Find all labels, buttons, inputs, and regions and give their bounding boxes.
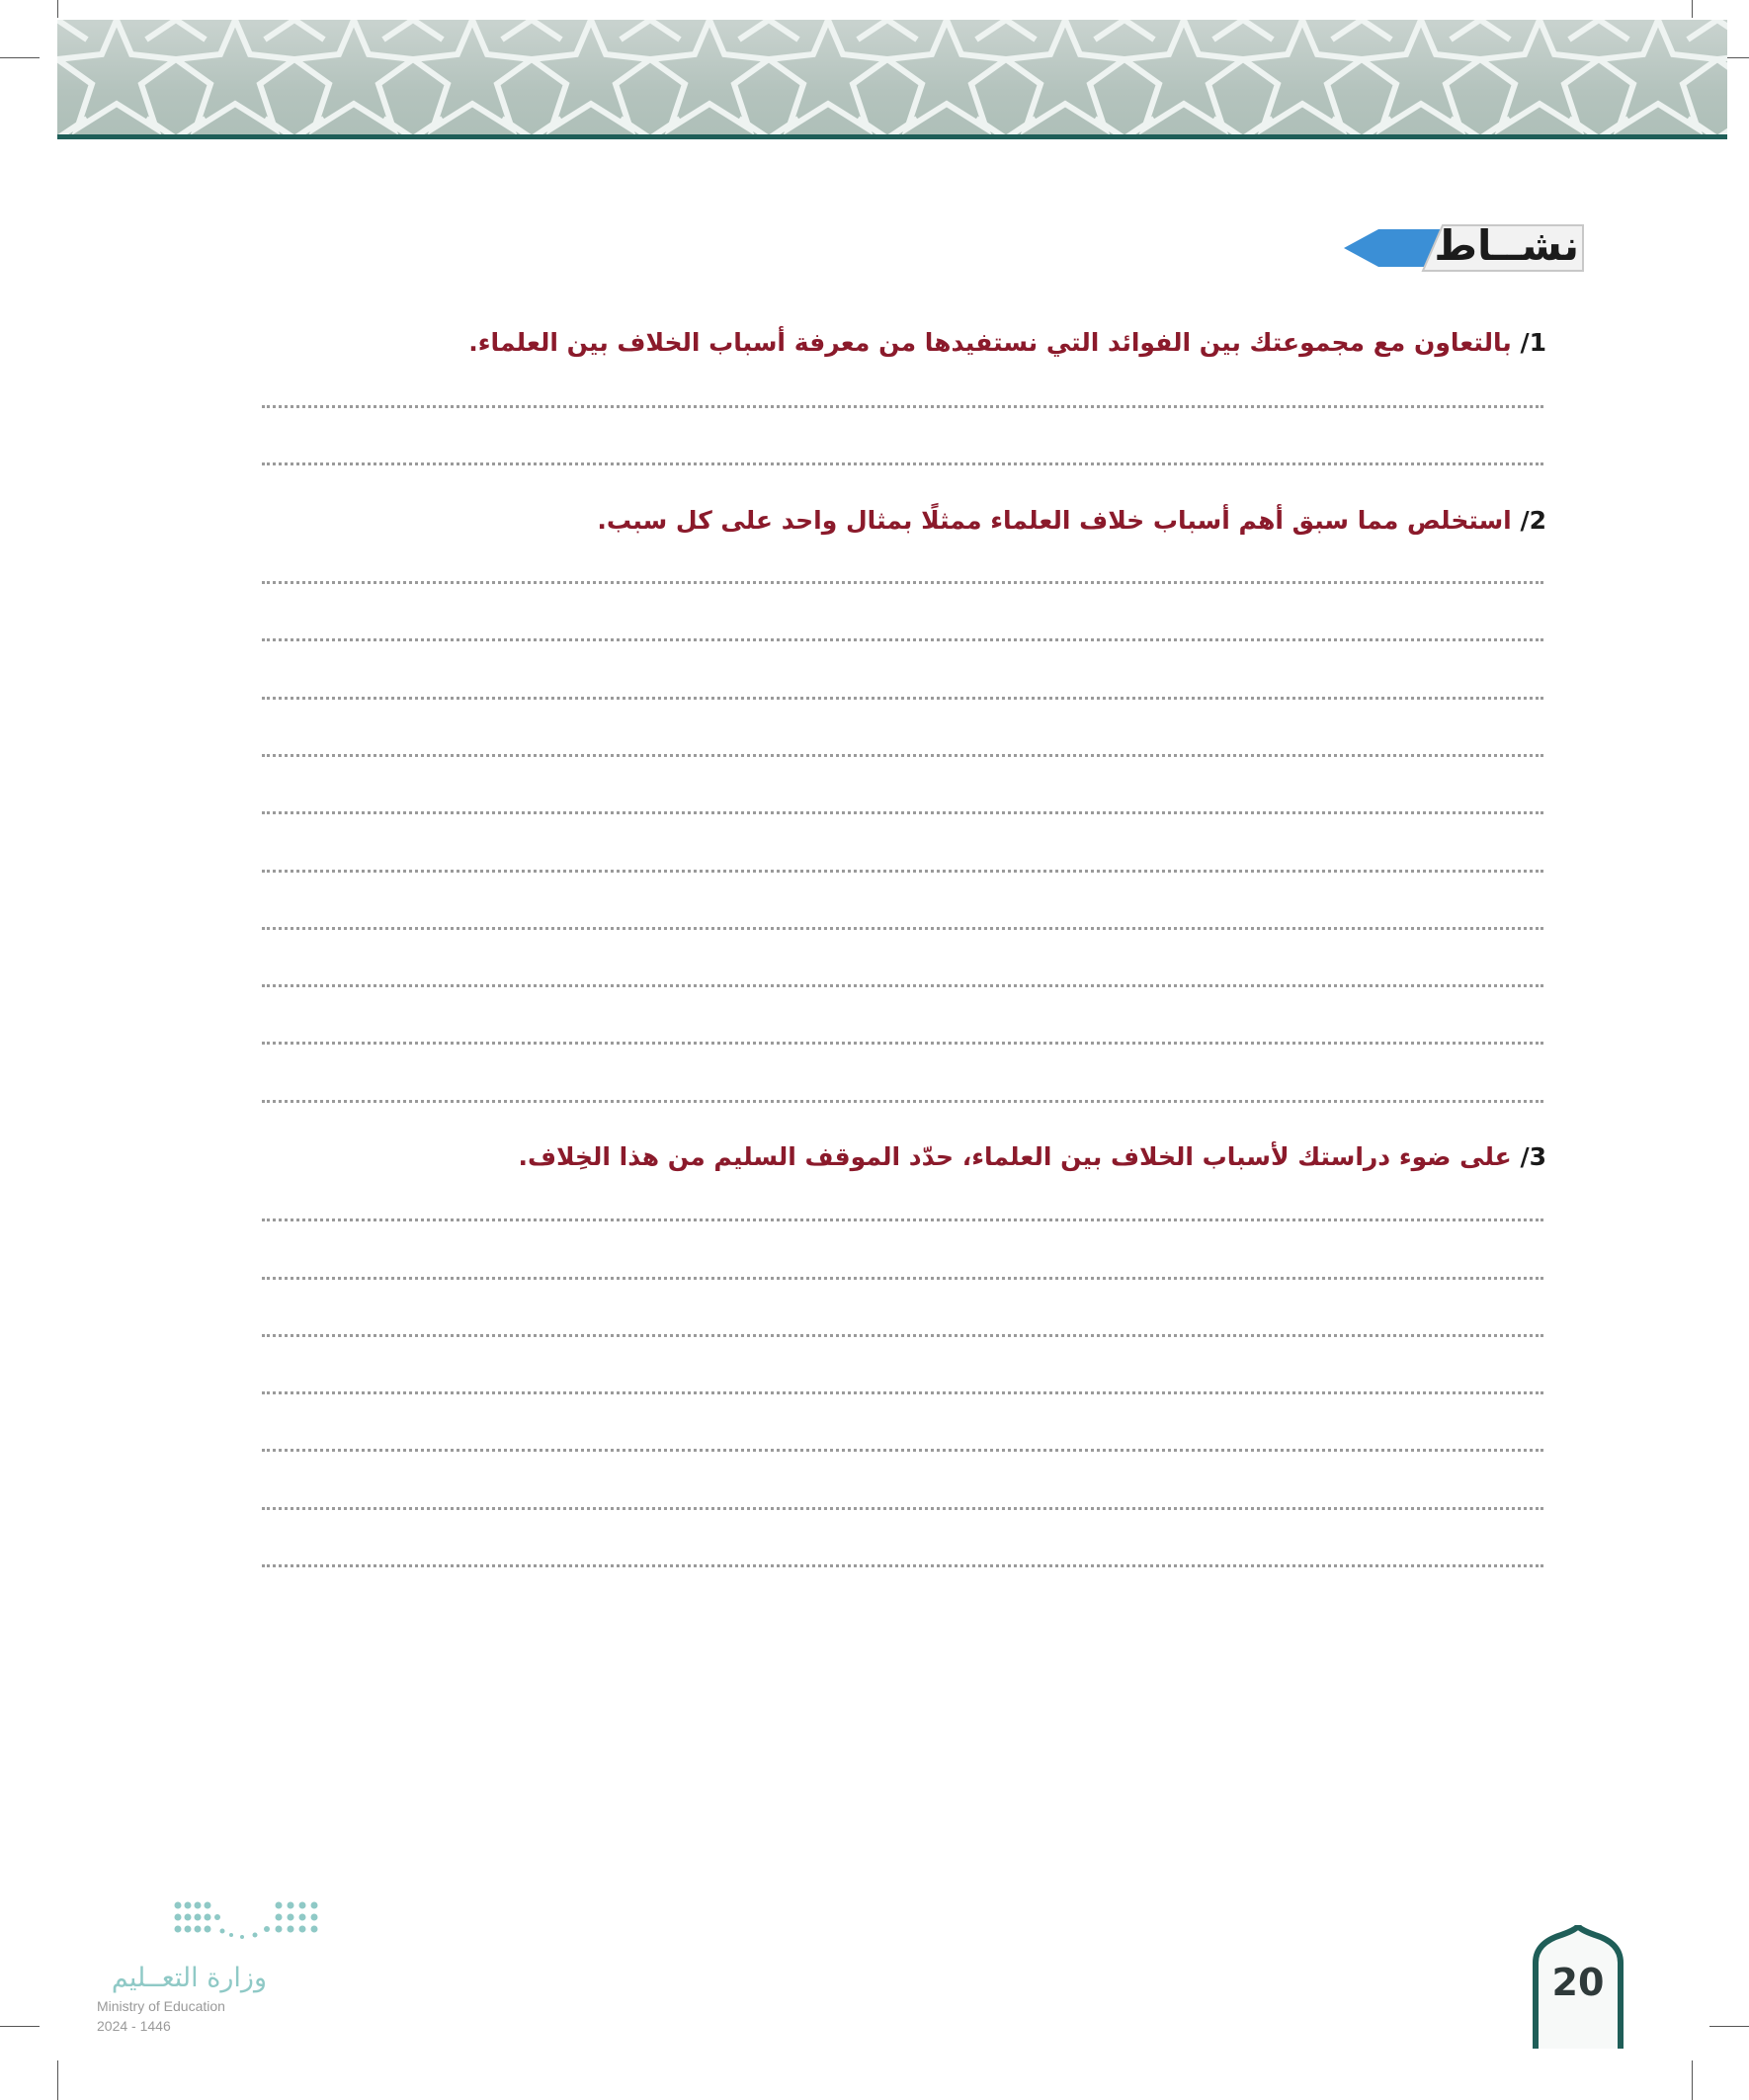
question-text: على ضوء دراستك لأسباب الخلاف بين العلماء، حدّد الموقف السليم من هذا الخِلاف. xyxy=(518,1142,1512,1171)
ministry-logo xyxy=(97,1895,334,2044)
answer-line[interactable] xyxy=(262,870,1543,873)
crop-mark xyxy=(1709,2026,1749,2027)
question-2 xyxy=(597,506,1546,535)
question-text: استخلص مما سبق أهم أسباب خلاف العلماء ممثلًا بمثال واحد على كل سبب. xyxy=(597,506,1512,535)
question-1 xyxy=(468,328,1546,357)
answer-line[interactable] xyxy=(262,405,1543,408)
crop-mark xyxy=(57,2060,58,2100)
answer-line[interactable] xyxy=(262,1100,1543,1103)
answer-line[interactable] xyxy=(262,754,1543,757)
crop-mark xyxy=(57,0,58,18)
answer-line[interactable] xyxy=(262,1564,1543,1567)
answer-line[interactable] xyxy=(262,1507,1543,1510)
answer-line[interactable] xyxy=(262,462,1543,465)
answer-line[interactable] xyxy=(262,697,1543,700)
crop-mark xyxy=(0,2026,40,2027)
page-number: 20 xyxy=(1551,1961,1605,2004)
answer-line[interactable] xyxy=(262,1218,1543,1221)
answer-line[interactable] xyxy=(262,984,1543,987)
ministry-name-arabic: وزارة التعــليم xyxy=(111,1963,267,1993)
answer-line[interactable] xyxy=(262,1042,1543,1045)
question-number: 1/ xyxy=(1520,328,1546,357)
answer-line[interactable] xyxy=(262,927,1543,930)
answer-line[interactable] xyxy=(262,811,1543,814)
page-number-badge xyxy=(1532,1925,1624,2049)
question-text: بالتعاون مع مجموعتك بين الفوائد التي نستفيدها من معرفة أسباب الخلاف بين العلماء. xyxy=(468,328,1512,357)
crop-mark xyxy=(1692,0,1693,18)
header-divider xyxy=(57,134,1727,139)
question-3 xyxy=(518,1142,1546,1171)
ministry-name-english: Ministry of Education xyxy=(97,1998,225,2014)
answer-line[interactable] xyxy=(262,1334,1543,1337)
answer-line[interactable] xyxy=(262,581,1543,584)
geometric-pattern xyxy=(57,20,1727,138)
ministry-dots-icon xyxy=(168,1895,405,1955)
crop-mark xyxy=(0,57,40,58)
question-number: 3/ xyxy=(1520,1142,1546,1171)
answer-line[interactable] xyxy=(262,1449,1543,1452)
header-pattern-banner xyxy=(57,20,1727,138)
activity-title: نشــاط xyxy=(1434,221,1579,270)
crop-mark xyxy=(1692,2060,1693,2100)
answer-line[interactable] xyxy=(262,1277,1543,1280)
activity-badge xyxy=(1324,217,1591,279)
answer-line[interactable] xyxy=(262,1391,1543,1394)
answer-line[interactable] xyxy=(262,638,1543,641)
question-number: 2/ xyxy=(1520,506,1546,535)
edition-year: 2024 - 1446 xyxy=(97,2018,171,2034)
